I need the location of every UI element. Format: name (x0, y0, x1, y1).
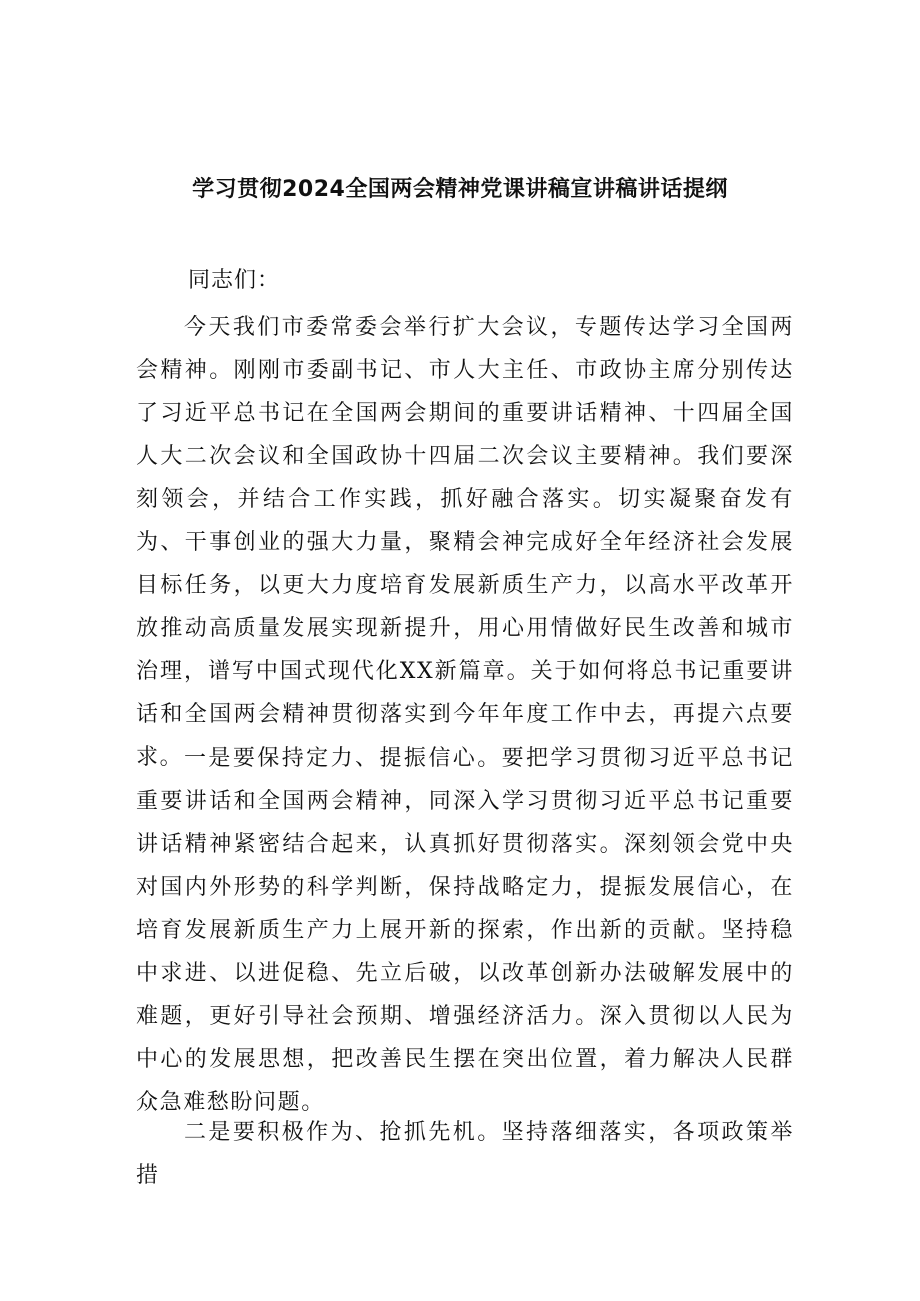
paragraph-point-one: 一是要保持定力、提振信心。要把学习贯彻习近平总书记重要讲话和全国两会精神，同深入学习贯彻习近平总书记重要讲话精神紧密结合起来，认真抓好贯彻落实。深刻领会党中央对国内外形势的科学判断，保持战略定力，提振发展信心，在培育发展新质生产力上展开新的探索，作出新的贡献。坚持稳中求进、以进促稳、先立后破，以改革创新办法破解发展中的难题，更好引导社会预期、增强经济活力。深入贯彻以人民为中心的发展思想，把改善民生摆在突出位置，着力解决人民群众急难愁盼问题。 (136, 746, 794, 1115)
paragraph-intro: 今天我们市委常委会举行扩大会议，专题传达学习全国两会精神。刚刚市委副书记、市人大主任、市政协主席分别传达了习近平总书记在全国两会期间的重要讲话精神、十四届全国人大二次会议和全国政协十四届二次会议主要精神。我们要深刻领会，并结合工作实践，抓好融合落实。切实凝聚奋发有为、干事创业的强大力量，聚精会神完成好全年经济社会发展目标任务，以更大力度培育发展新质生产力，以高水平改革开放推动高质量发展实现新提升，用心用情做好民生改善和城市治理，谱写中国式现代化XX新篇章。关于如何将总书记重要讲话和全国两会精神贯彻落实到今年年度工作中去，再提六点要求。 (136, 315, 794, 770)
paragraph-point-two: 二是要积极作为、抢抓先机。坚持落细落实，各项政策举措 (136, 1120, 794, 1188)
document-title: 学习贯彻2024全国两会精神党课讲稿宣讲稿讲话提纲 (192, 177, 728, 202)
salutation: 同志们： (188, 268, 281, 293)
